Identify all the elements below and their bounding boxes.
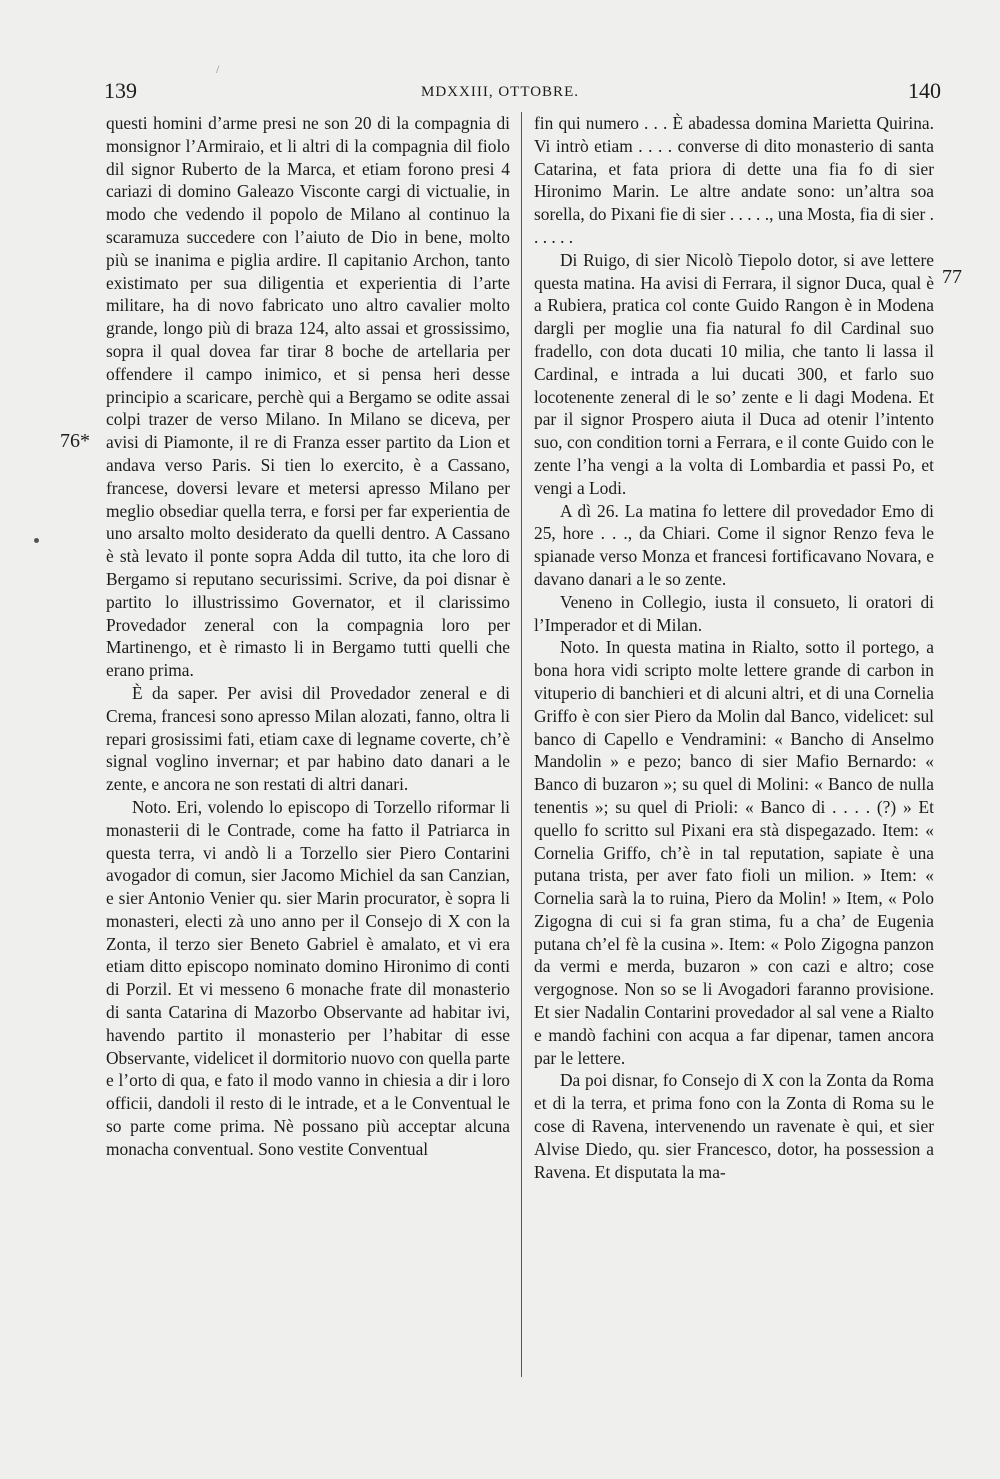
page-number-right: 140 <box>908 78 941 103</box>
paragraph: A dì 26. La matina fo lettere dil provedador Emo di 25, hore . . ., da Chiari. Come il signor Renzo feva le spianade verso Monza et francesi fortificavano Novara, e davano danari a le so zente. <box>534 500 934 589</box>
page-number-left: 139 <box>104 78 137 103</box>
right-column <box>534 112 934 1183</box>
column-divider <box>521 112 522 1377</box>
paragraph: Da poi disnar, fo Consejo di X con la Zonta da Roma et di la terra, et prima fono con la Zonta di Roma su le cose di Ravena, intervenendo un ravenate è qui, et sier Alvise Diedo, qu. sier Francesco, dotor, ha possession a Ravena. Et disputata la ma- <box>534 1070 934 1182</box>
left-column <box>106 112 510 1161</box>
paragraph: Di Ruigo, di sier Nicolò Tiepolo dotor, si ave lettere questa matina. Ha avisi di Ferrara, il signor Duca, qual è a Rubiera, pratica col conte Guido Rangon è in Modena dargli per moglie una fia natural fo dil Cardinal suo fradello, con dota ducati 10 milia, che tanto li lassa il Cardinal, e intrada a lui ducati 300, et farlo suo locotenente zeneral di le so’ zente e li dagi Modena. Et par il signor Prospero aiuta il Duca ad otenir l’intento suo, con condition torni a Ferrara, e il conte Guido con le zente l’ha vengi a la volta di Lombardia et passi Po, et vengi a Lodi. <box>534 249 934 498</box>
scan-mark: / <box>216 62 220 76</box>
running-header: MDXXIII, OTTOBRE. <box>421 84 579 100</box>
paragraph: fin qui numero . . . È abadessa domina Marietta Quirina. Vi intrò etiam . . . . converse di dito monasterio di santa Catarina, et fata priora di dette una fia fo di sier Hironimo Marin. Le altre andate sono: un’altra soa sorella, do Pixani fie di sier . . . . ., una Mosta, fia di sier . . . . . . <box>534 113 934 247</box>
paragraph: Noto. Eri, volendo lo episcopo di Torzello riformar li monasterii di le Contrade, come ha fatto il Patriarca in questa terra, vi andò li a Torzello sier Piero Contarini avogador di comun, sier Jacomo Michiel da san Canzian, e sier Antonio Venier qu. sier Marin procurator, è sopra li monasteri, electi zà uno anno per il Consejo di X con la Zonta, il terzo sier Beneto Gabriel è amalato, et vi era etiam ditto episcopo nominato domino Hironimo di conti di Porzil. Et vi messeno 6 monache frate dil monasterio di santa Catarina di Mazorbo Observante ad habitar ivi, havendo partito il monasterio per l’habitar di esse Observante, videlicet il dormitorio nuovo con quella parte e l’orto di qua, e fato il modo vanno in chiesia a dir i loro officii, dandoli il resto di le intrade, et a le Conventual le so parte come prima. Nè possano più acceptar alcuna monacha conventual. Sono vestite Conventual <box>106 796 510 1159</box>
margin-note-right: 77 <box>942 266 962 288</box>
paragraph: Veneno in Collegio, iusta il consueto, li oratori di l’Imperador et di Milan. <box>534 591 934 635</box>
paragraph: È da saper. Per avisi dil Provedador zeneral e di Crema, francesi sono apresso Milan alozati, fanno, oltra li repari grosissimi fati, etiam caxe di legname coverte, ch’è signal voglino invernar; et par habino dato danari a le zente, e ancora ne son restati di altri danari. <box>106 682 510 795</box>
scan-dot <box>34 538 39 543</box>
margin-note-left: 76* <box>60 430 90 452</box>
paragraph: questi homini d’arme presi ne son 20 di la compagnia di monsignor l’Armiraio, et li altri di la compagnia dil fiolo dil signor Ruberto de la Marca, et etiam forono presi 4 cariazi di domino Galeazo Visconte cargi di victualie, in modo che vedendo il popolo de Milano al continuo la scaramuza succedere con l’aiuto de Dio in bene, molto più se inanima e piglia ardire. Il capitanio Archon, tanto existimato per sua diligentia et experientia di l’arte militare, ha di novo fabricato uno altro cavalier molto grande, longo più di braza 124, alto assai et grossissimo, sopra il qual dovea far tirar 8 boche de artellaria per offendere il campo inimico, et si pensa heri desse principio a scaricare, perchè qui a Bergamo se odite assai colpi trazer de verso Milano. In Milano se diceva, per avisi di Piamonte, il re di Franza esser partito da Lion et andava verso Paris. Si tien lo exercito, è a Cassano, francese, doversi levare et metersi apresso Milano per meglio obsediar quella terra, e forsi per far experientia de uno arsalto molto desiderato da quelli dentro. A Cassano è stà levato il ponte sopra Adda dil tutto, ita che loro di Bergamo si reputano securissimi. Scrive, da poi disnar è partito lo illustrissimo Governator, et il clarissimo Provedador zeneral con la compagnia loro per Martinengo, et è rimasto li in Bergamo tutti quelli che erano prima. <box>106 113 510 681</box>
paragraph: Noto. In questa matina in Rialto, sotto il portego, a bona hora vidi scripto molte lettere grande di carbon in vituperio di banchieri et di alcuni altri, et di una Cornelia Griffo è con sier Piero da Molin dal Banco, videlicet: sul banco di Capello e Vendramini: « Bancho di Anselmo Mandolin » e pezo; banco di sier Mafio Bernardo: « Banco di buzaron »; su quel di Molini: « Banco de nulla tenentis »; su quel di Prioli: « Banco di . . . . (?) » Et quello fo scritto sul Pixani era stà dispegazado. Item: « Cornelia Griffo, ch’è in tal reputation, sapiate è una putana trista, per aver fato fioli un milion. » Item: « Cornelia sarà la to ruina, Piero da Molin! » Item, « Polo Zigogna di cui si fa gran stima, fu a cha’ de Eugenia putana ch’el fè la cusina ». Item: « Polo Zigogna panzon da vermi e merda, buzaron » con cazi e altro; cose vergognose. Non so se li Avogadori faranno provisione. Et sier Nadalin Contarini provedador al sal vene a Rialto e mandò fachini con acqua a far dipenar, tamen ancora par le lettere. <box>534 637 934 1068</box>
